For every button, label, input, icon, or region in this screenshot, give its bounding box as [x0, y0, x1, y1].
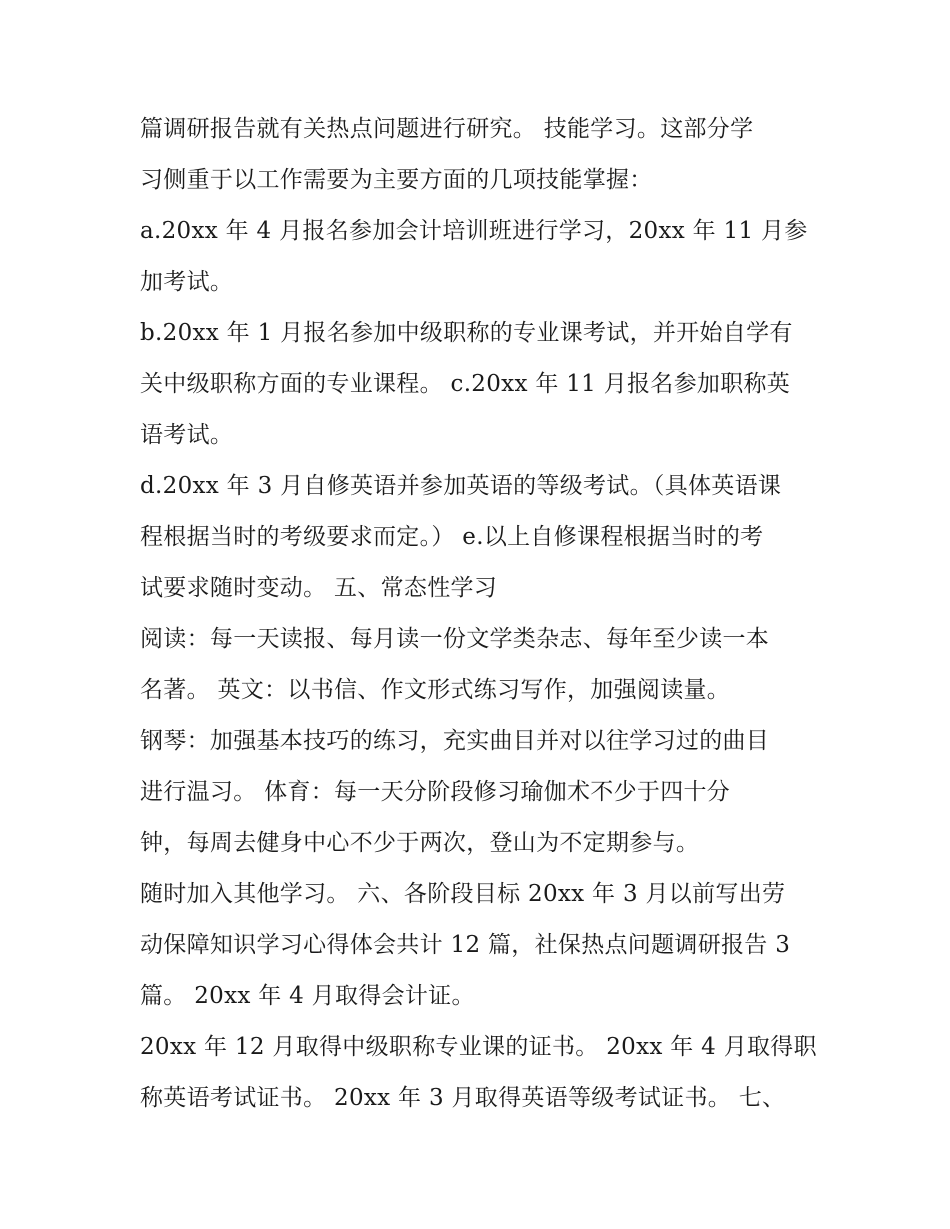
- text-line: a.20xx 年 4 月报名参加会计培训班进行学习，20xx 年 11 月参: [140, 218, 808, 244]
- text-line: 程根据当时的考级要求而定。） e.以上自修课程根据当时的考: [140, 524, 764, 550]
- text-line: 篇。 20xx 年 4 月取得会计证。: [140, 983, 475, 1009]
- text-line: 进行温习。 体育：每一天分阶段修习瑜伽术不少于四十分: [140, 779, 731, 805]
- text-line: 动保障知识学习心得体会共计 12 篇，社保热点问题调研报告 3: [140, 932, 791, 958]
- text-line: 篇调研报告就有关热点问题进行研究。 技能学习。这部分学: [140, 116, 754, 142]
- text-line: 阅读：每一天读报、每月读一份文学类杂志、每年至少读一本: [140, 626, 770, 652]
- text-line: 随时加入其他学习。 六、各阶段目标 20xx 年 3 月以前写出劳: [140, 881, 786, 907]
- text-line: 习侧重于以工作需要为主要方面的几项技能掌握：: [140, 167, 653, 193]
- text-line: 语考试。: [140, 422, 234, 448]
- text-line: 钟，每周去健身中心不少于两次，登山为不定期参与。: [140, 830, 700, 856]
- text-line: 名著。 英文：以书信、作文形式练习写作，加强阅读量。: [140, 677, 731, 703]
- text-line: 称英语考试证书。 20xx 年 3 月取得英语等级考试证书。 七、: [140, 1085, 786, 1111]
- body-text: [140, 104, 820, 1124]
- text-line: 关中级职称方面的专业课程。 c.20xx 年 11 月报名参加职称英: [140, 371, 791, 397]
- text-line: 加考试。: [140, 269, 234, 295]
- text-line: b.20xx 年 1 月报名参加中级职称的专业课考试，并开始自学有: [140, 320, 793, 346]
- text-line: d.20xx 年 3 月自修英语并参加英语的等级考试。（具体英语课: [140, 473, 782, 499]
- text-line: 试要求随时变动。 五、常态性学习: [140, 575, 498, 601]
- text-line: 钢琴：加强基本技巧的练习，充实曲目并对以往学习过的曲目: [140, 728, 770, 754]
- text-line: 20xx 年 12 月取得中级职称专业课的证书。 20xx 年 4 月取得职: [140, 1034, 817, 1060]
